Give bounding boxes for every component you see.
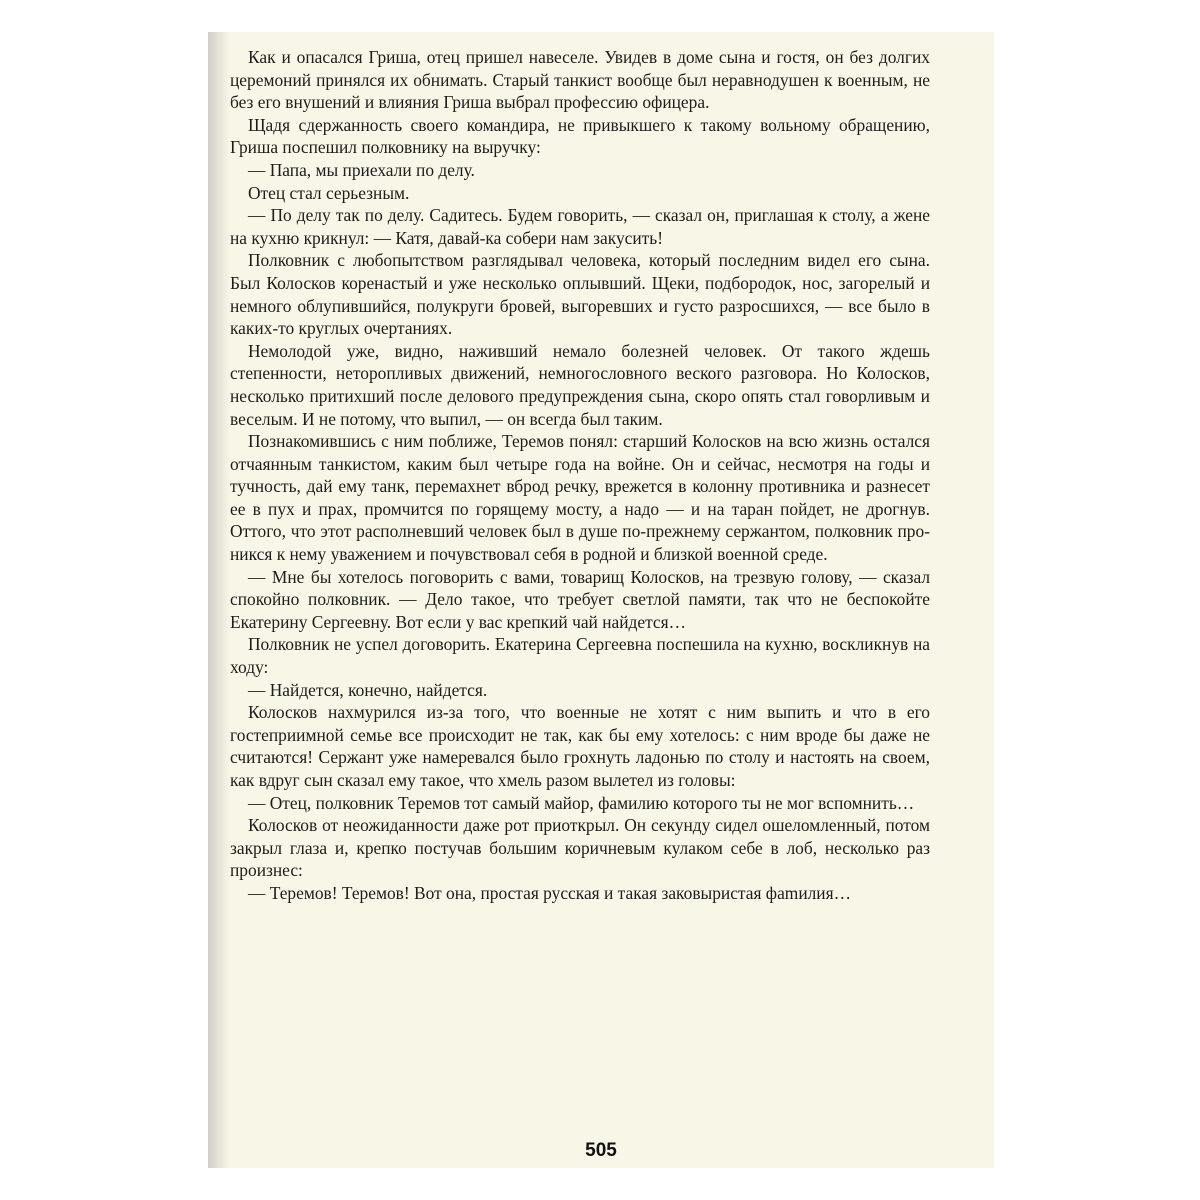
paragraph: Немолодой уже, видно, наживший немало болезней человек. От такого ждешь степенности, неторопливых движений, немногословного веского разговора. Но Колосков, несколько притихший после делового предупреждения сына, скоро опять стал говорливым и веселым. И не потому, что выпил, — он всегда был таким. [230,340,930,429]
paragraph: — Папа, мы приехали по делу. [248,159,475,180]
paragraph: — По делу так по делу. Садитесь. Будем говорить, — сказал он, приглашая к столу, а жене на кухню крикнул: — Катя, давай-ка собери нам закусить! [230,205,930,248]
body-text [230,46,930,905]
page-spine-shadow [208,32,230,1168]
paragraph: Колосков от неожиданности даже рот приоткрыл. Он секунду сидел ошеломленный, потом закрыл глаза и, крепко постучав большим коричневым кулаком себе в лоб, несколько раз произнес: [230,815,930,881]
paragraph: Полковник с любопытством разглядывал человека, который последним видел его сына. Был Колосков коренастый и уже несколько оплывший. Щеки, подбородок, нос, загорелый и немного облупившийся, полукруги бровей, выгоревших и густо разросшихся, — все было в каких-то круглых очертаниях. [230,250,930,339]
book-page [208,32,994,1168]
paragraph: Познакомившись с ним поближе, Теремов понял: старший Колосков на всю жизнь остался отчаянным танкистом, каким был четыре года на войне. Он и сейчас, несмотря на годы и тучность, дай ему танк, перемахнет вброд речку, врежется в колонну противника и разнесет ее в пух и прах, промчится по горящему мосту, а надо — и на таран пойдет, не дрогнув. Оттого, что этот располневший человек был в душе по-прежнему сержантом, полковник проникся к нему уважением и почувствовал себя в родной и близкой военной среде. [230,431,930,565]
paragraph: Полковник не успел договорить. Екатерина Сергеевна поспешила на кухню, воскликнув на ходу: [230,634,930,678]
paragraph: — Теремов! Теремов! Вот она, простая русская и такая заковыристая фаmилия… [248,882,852,903]
paragraph: Отец стал серьезным. [248,182,410,203]
paragraph: Щадя сдержанность своего командира, не привыкшего к такому вольному обращению, Гриша поспешил полковнику на выручку: [230,114,930,158]
paragraph: — Найдется, конечно, найдется. [248,679,488,700]
paragraph: — Отец, полковник Теремов тот самый майор, фамилию которого ты не мог вспомнить… [248,792,915,813]
paragraph: Колосков нахмурился из-за того, что военные не хотят с ним выпить и что в его гостеприимной семье все происходит не так, как бы ему хотелось: с ним вроде бы даже не считаются! Сержант уже намеревался было грохнуть ладонью по столу и настоять на своем, как вдруг сын сказал ему такое, что хмель разом вылетел из головы: [230,702,930,790]
page-number: 505 [585,1140,617,1161]
paragraph: — Мне бы хотелось поговорить с вами, товарищ Колосков, на трезвую голову, — сказал спокойно полковник. — Дело такое, что требует светлой памяти, так что не беспокойте Екатерину Сергеевну. Вот если у вас крепкий чай найдется… [230,566,930,632]
paragraph: Как и опасался Гриша, отец пришел навеселе. Увидев в доме сына и гостя, он без долгих церемоний принялся их обнимать. Старый танкист вообще был неравнодушен к военным, не без его внушений и влияния Гриша выбрал профессию офицера. [230,47,930,113]
